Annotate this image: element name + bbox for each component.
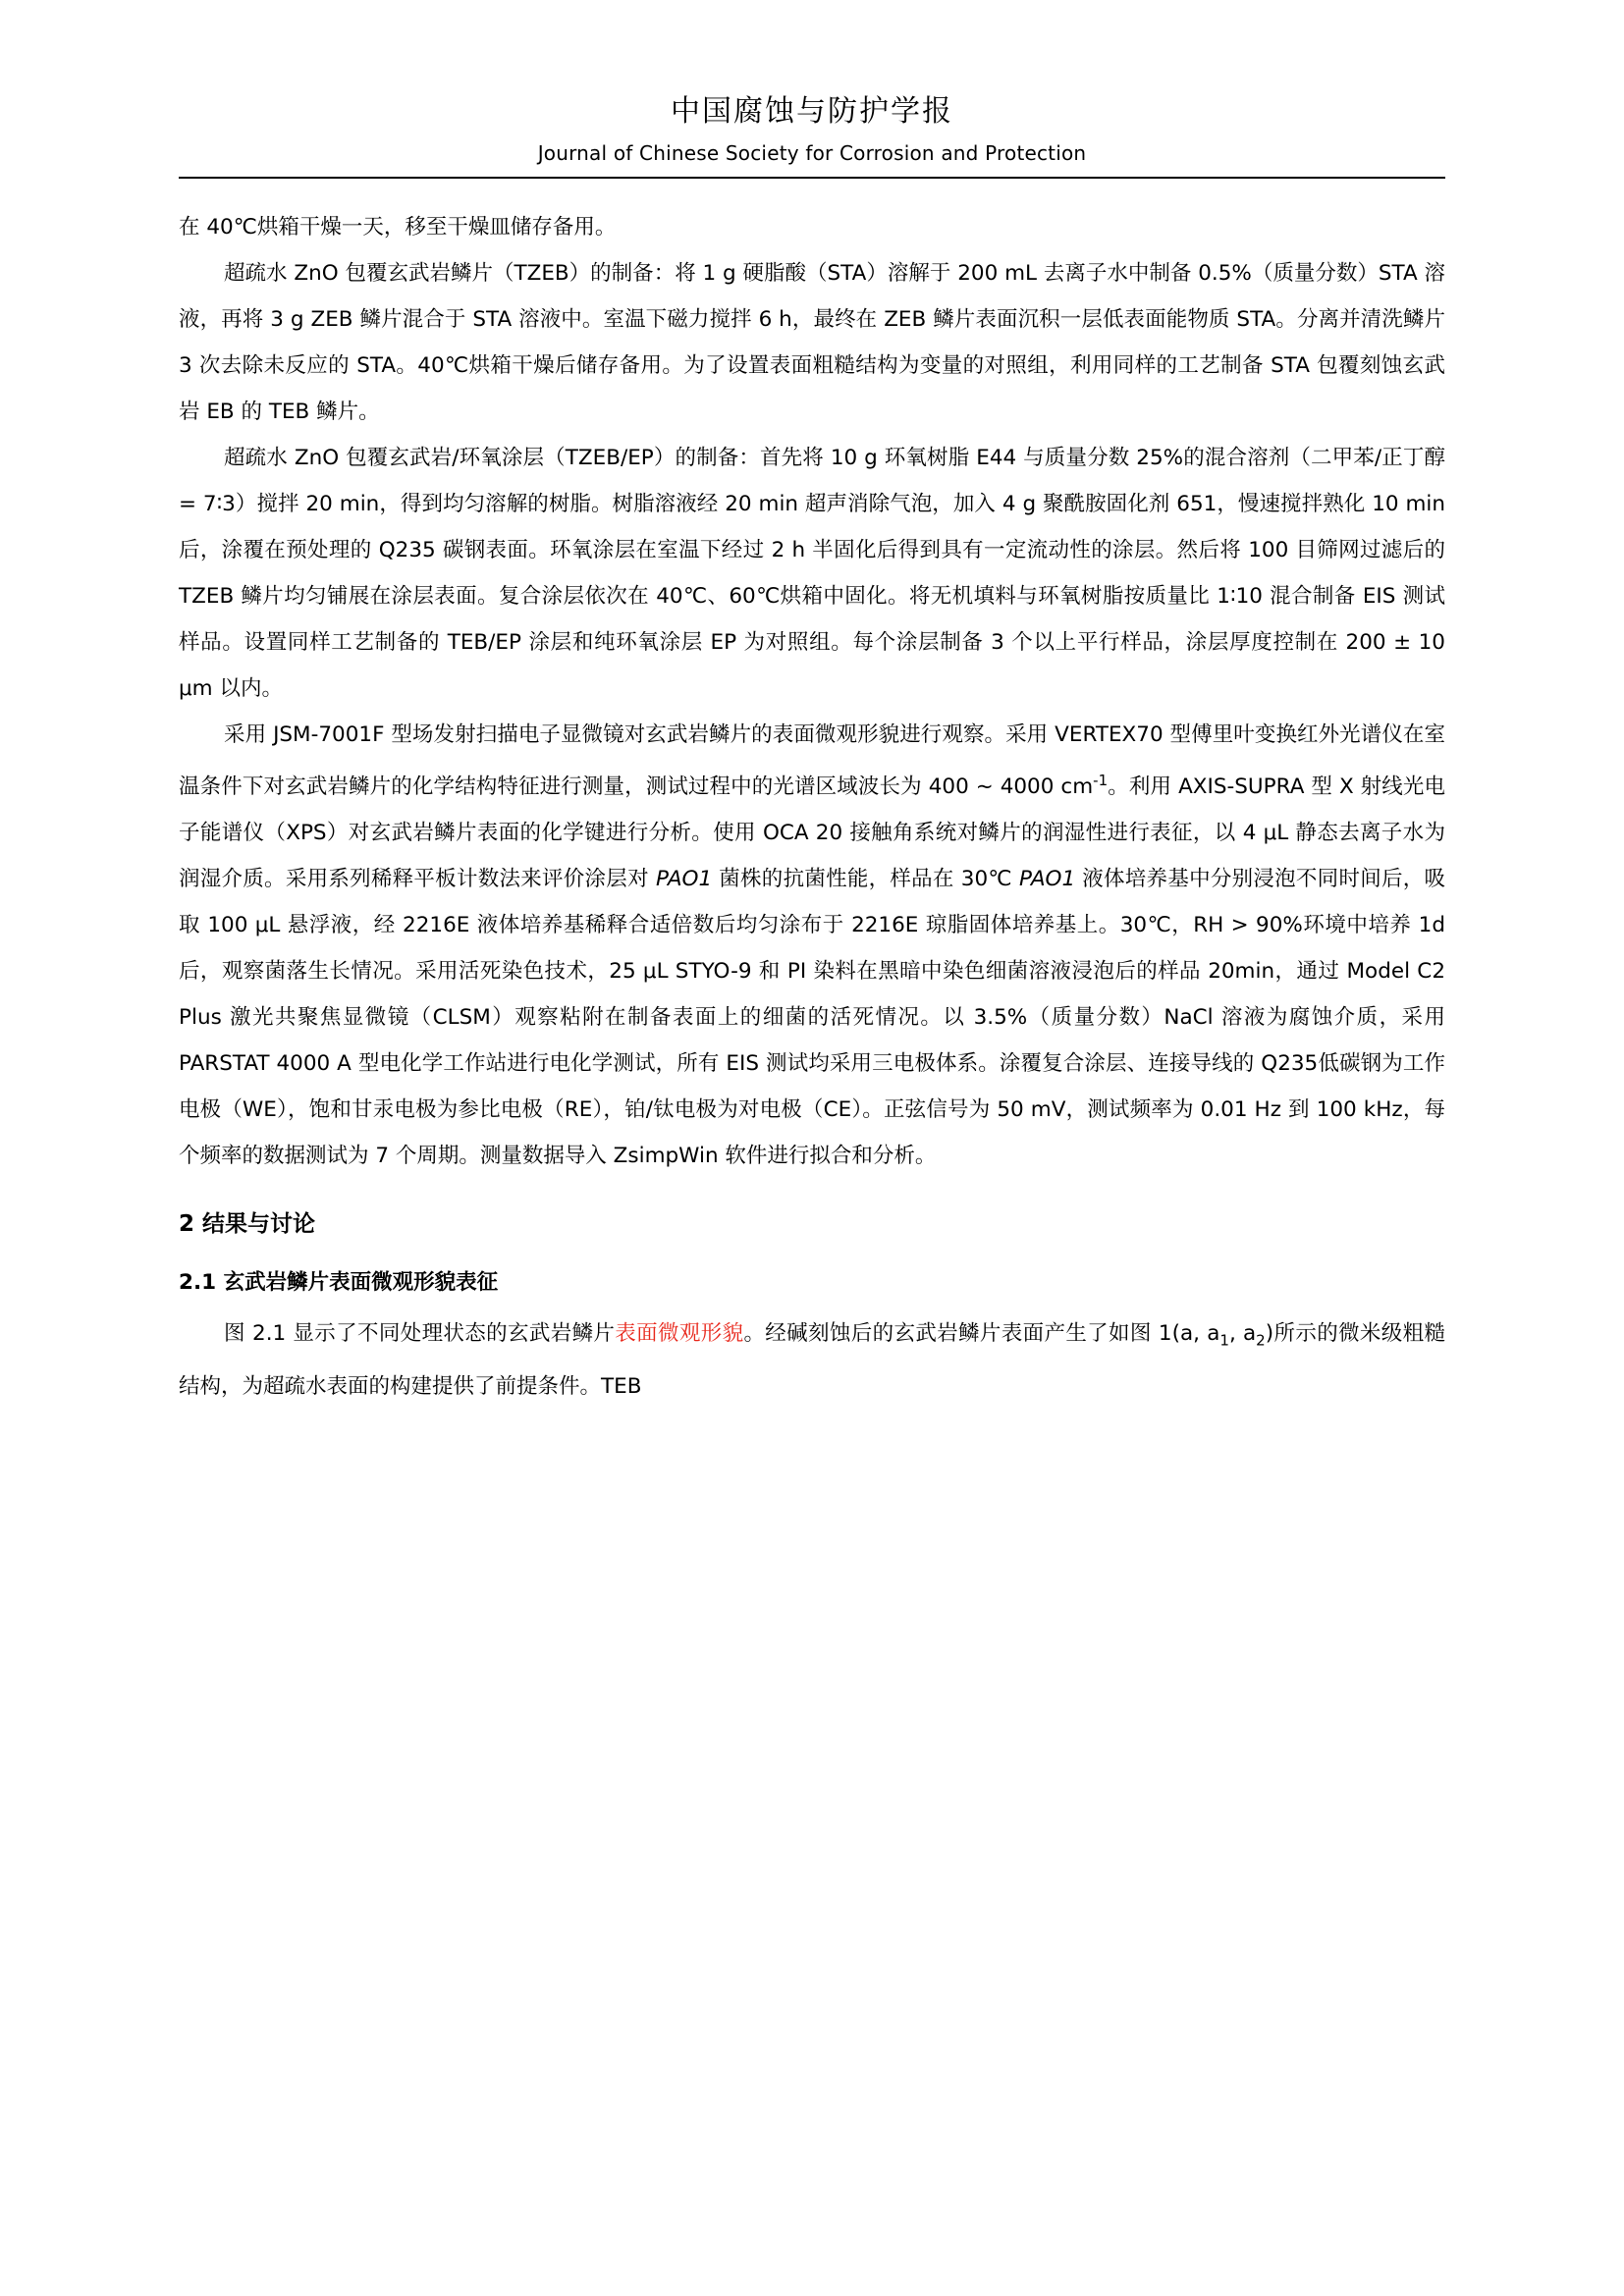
paragraph-5-text-b: 。经碱刻蚀后的玄武岩鳞片表面产生了如图 1(a, a [743, 1321, 1220, 1347]
paragraph-3: 超疏水 ZnO 包覆玄武岩/环氧涂层（TZEB/EP）的制备：首先将 10 g 环氧树脂 E44 与质量分数 25%的混合溶剂（二甲苯/正丁醇 = 7∶3）搅拌 20 min，得到均匀溶解的树脂。树脂溶液经 20 min 超声消除气泡，加入 4 g 聚酰胺固化剂 651，慢速搅拌熟化 10 min 后，涂覆在预处理的 Q235 碳钢表面。环氧涂层在室温下经过 2 h 半固化后得到具有一定流动性的涂层。然后将 100 目筛网过滤后的 TZEB 鳞片均匀铺展在涂层表面。复合涂层依次在 40℃、60℃烘箱中固化。将无机填料与环氧树脂按质量比 1∶10 混合制备 EIS 测试样品。设置同样工艺制备的 TEB/EP 涂层和纯环氧涂层 EP 为对照组。每个涂层制备 3 个以上平行样品，涂层厚度控制在 200 ± 10 μm 以内。 [179, 446, 1445, 701]
paragraph-4-text-c: 菌株的抗菌性能，样品在 30℃ [712, 867, 1019, 892]
section-heading-2: 2 结果与讨论 [179, 1211, 316, 1238]
paragraph-5-subscript-2: 2 [1256, 1331, 1266, 1350]
paragraph-4-text-a: 采用 JSM-7001F 型场发射扫描电子显微镜对玄武岩鳞片的表面微观形貌进行观察。采用 VERTEX70 型傅里叶变换红外光谱仪在室温条件下对玄武岩鳞片的化学结构特征进行测量，测试过程中的光谱区域波长为 400 ~ 4000 cm [179, 722, 1445, 800]
paragraph-1: 在 40℃烘箱干燥一天，移至干燥皿储存备用。 [179, 215, 617, 240]
paragraph-5 [179, 1310, 1445, 1410]
paragraph-5-text-c: , a [1228, 1321, 1257, 1347]
paragraph-4-italic-pao1-second: PAO1 [1018, 867, 1076, 892]
journal-title-en: Journal of Chinese Society for Corrosion and Protection [537, 141, 1087, 165]
subsection-heading-2-1: 2.1 玄武岩鳞片表面微观形貌表征 [179, 1270, 499, 1296]
paragraph-5-text-d: )所示的微米级粗糙结构，为超疏水表面的构建提供了前提条件。TEB [179, 1321, 1445, 1400]
paragraph-4-text-d: 液体培养基中分别浸泡不同时间后，吸取 100 μL 悬浮液，经 2216E 液体培养基稀释合适倍数后均匀涂布于 2216E 琼脂固体培养基上。30℃，RH > 90%环境中培养 1d 后，观察菌落生长情况。采用活死染色技术，25 μL STYO-9 和 PI 染料在黑暗中染色细菌溶液浸泡后的样品 20min，通过 Model C2 Plus 激光共聚焦显微镜（CLSM）观察粘附在制备表面上的细菌的活死情况。以 3.5%（质量分数）NaCl 溶液为腐蚀介质，采用 PARSTAT 4000 A 型电化学工作站进行电化学测试，所有 EIS 测试均采用三电极体系。涂覆复合涂层、连接导线的 Q235低碳钢为工作电极（WE），饱和甘汞电极为参比电极（RE），铂/钛电极为对电极（CE）。正弦信号为 50 mV，测试频率为 0.01 Hz 到 100 kHz，每个频率的数据测试为 7 个周期。测量数据导入 ZsimpWin 软件进行拟合和分析。 [179, 867, 1446, 1169]
paragraph-4-superscript: -1 [1093, 772, 1109, 789]
page-header [0, 0, 1624, 179]
paragraph-2: 超疏水 ZnO 包覆玄武岩鳞片（TZEB）的制备：将 1 g 硬脂酸（STA）溶解于 200 mL 去离子水中制备 0.5%（质量分数）STA 溶液，再将 3 g ZEB 鳞片混合于 STA 溶液中。室温下磁力搅拌 6 h，最终在 ZEB 鳞片表面沉积一层低表面能物质 STA。分离并清洗鳞片 3 次去除未反应的 STA。40℃烘箱干燥后储存备用。为了设置表面粗糙结构为变量的对照组，利用同样的工艺制备 STA 包覆刻蚀玄武岩 EB 的 TEB 鳞片。 [179, 261, 1445, 424]
paragraph-5-subscript-1: 1 [1219, 1331, 1229, 1350]
paragraph-4 [179, 712, 1445, 1179]
highlighted-phrase: 表面微观形貌 [615, 1321, 744, 1347]
journal-title-cn: 中国腐蚀与防护学报 [671, 94, 953, 129]
paragraph-5-text-a: 图 2.1 显示了不同处理状态的玄武岩鳞片 [224, 1321, 616, 1347]
document-body [179, 179, 1445, 1410]
paragraph-4-italic-pao1-first: PAO1 [655, 867, 713, 892]
paragraph-4-text-b: 。利用 AXIS-SUPRA 型 X 射线光电子能谱仪（XPS）对玄武岩鳞片表面的化学键进行分析。使用 OCA 20 接触角系统对鳞片的润湿性进行表征，以 4 μL 静态去离子水为润湿介质。采用系列稀释平板计数法来评价涂层对 [179, 774, 1445, 892]
